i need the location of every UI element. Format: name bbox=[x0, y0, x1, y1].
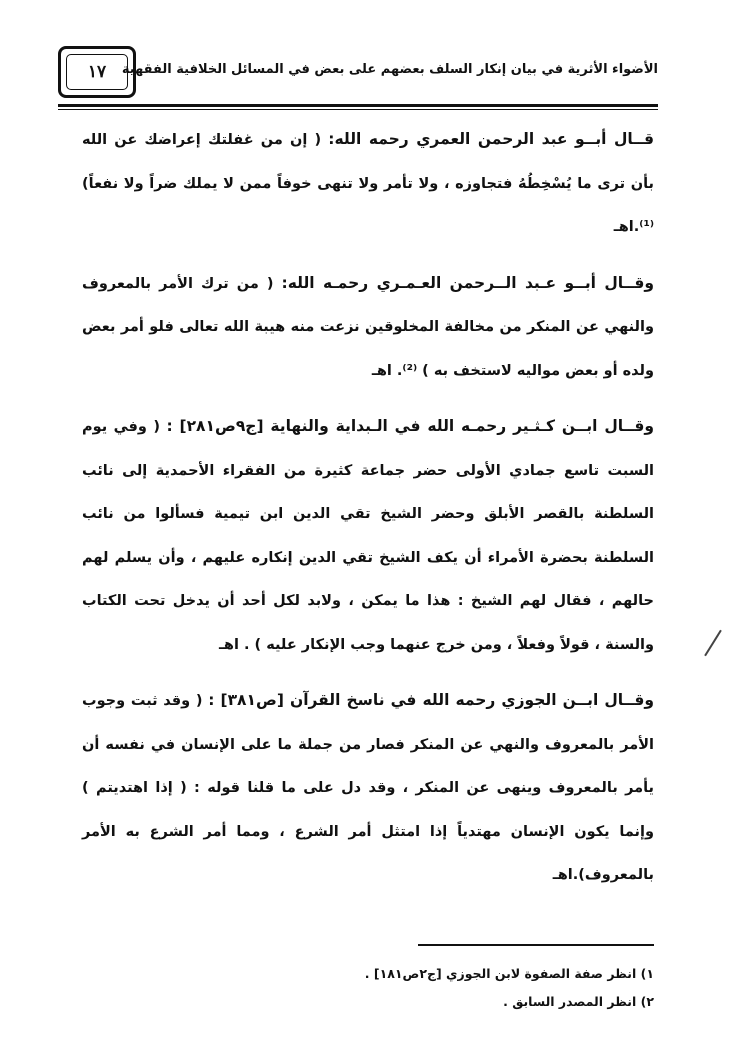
paragraph-lead: قــال أبــو عبد الرحمن العمري رحمه الله: bbox=[328, 130, 654, 148]
paragraph-lead: وقــال ابــن كـثـير رحمـه الله في الـبداية والنهاية [ج٩ص٢٨١] : bbox=[166, 417, 654, 435]
paragraph-4 bbox=[82, 679, 654, 898]
paragraph-text: ( وقد ثبت وجوب الأمر بالمعروف والنهي عن المنكر فصار من جملة ما على الإنسان في نفسه أن يأمر بالمعروف وينهى عن المنكر ، وقد دل على ما قلنا قوله : ( إذا اهتديتم ) وإنما يكون الإنسان مهتدياً إذا امتثل أمر الشرع ، ومما أمر الشرع به الأمر بالمعروف).اهـ bbox=[82, 693, 654, 883]
paragraph-2 bbox=[82, 262, 654, 394]
page-number: ١٧ bbox=[66, 54, 128, 90]
paragraph-3 bbox=[82, 405, 654, 667]
paragraph-text: ( إن من غفلتك إعراضك عن الله بأن ترى ما يُسْخِطُهُ فتجاوزه ، ولا تأمر ولا تنهى خوفاً ممن لا يملك ضراً ولا نفعاً)⁽¹⁾.اهـ bbox=[82, 132, 654, 235]
footnote-separator bbox=[418, 944, 654, 946]
footnote-2: ٢) انظر المصدر السابق . bbox=[503, 994, 654, 1009]
header-rule-thick bbox=[58, 104, 658, 107]
footnote-1: ١) انظر صفة الصفوة لابن الجوزي [ج٢ص١٨١] . bbox=[364, 966, 654, 981]
paragraph-1 bbox=[82, 118, 654, 250]
body-text bbox=[82, 118, 654, 910]
page-header bbox=[58, 46, 658, 110]
paragraph-text: ( وفي يوم السبت تاسع جمادي الأولى حضر جماعة كثيرة من الفقراء الأحمدية إلى نائب السلطنة بالقصر الأبلق وحضر الشيخ تقي الدين ابن تيمية فسألوا من نائب السلطنة بحضرة الأمراء أن يكف الشيخ تقي الدين إنكاره عليهم ، وأن يسلم لهم حالهم ، فقال لهم الشيخ : هذا ما يمكن ، ولابد لكل أحد أن يدخل تحت الكتاب والسنة ، قولاً وفعلاً ، ومن خرج عنهما وجب الإنكار عليه ) . اهـ bbox=[82, 419, 654, 653]
paragraph-text: ( من ترك الأمر بالمعروف والنهي عن المنكر من مخالفة المخلوقين نزعت منه هيبة الله تعالى فلو أمر بعض ولده أو بعض مواليه لاستخف به ) ⁽²⁾. اهـ bbox=[82, 275, 654, 379]
paragraph-lead: وقــال ابــن الجوزي رحمه الله في ناسخ القرآن [ص٣٨١] : bbox=[208, 691, 654, 709]
header-rule-thin bbox=[58, 109, 658, 110]
paragraph-lead: وقــال أبــو عـبد الــرحمن العـمـري رحمـه الله: bbox=[281, 273, 655, 292]
margin-pen-mark bbox=[704, 630, 722, 657]
running-title: الأضواء الأثرية في بيان إنكار السلف بعضهم على بعض في المسائل الخلافية الفقهية bbox=[121, 62, 658, 77]
footnotes bbox=[82, 960, 654, 1016]
